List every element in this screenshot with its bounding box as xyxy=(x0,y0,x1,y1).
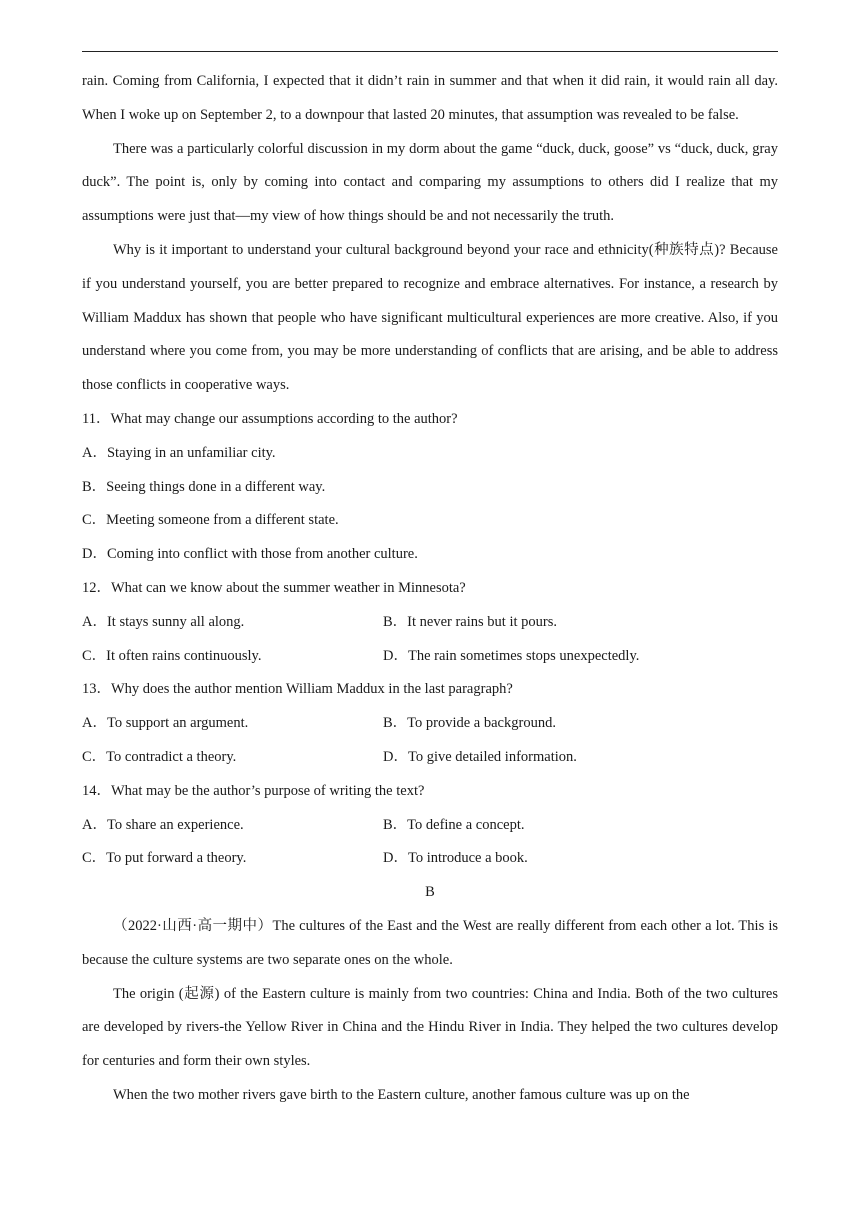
header-rule xyxy=(82,51,778,52)
passage-paragraph: rain. Coming from California, I expected that it didn’t rain in summer and that when it did rain, it would rain all day. When I woke up on September 2, to a downpour that lasted 20 minutes, that assumption was revealed to be false. xyxy=(82,73,778,123)
option-row xyxy=(82,707,778,741)
question-stem: 11．What may change our assumptions according to the author? xyxy=(82,410,458,427)
option-d: D．The rain sometimes stops unexpectedly. xyxy=(383,647,640,664)
option-b: B．Seeing things done in a different way. xyxy=(82,478,326,495)
option-row xyxy=(82,640,778,674)
option-a: A．To share an experience. xyxy=(82,816,244,833)
passage-paragraph: When the two mother rivers gave birth to the Eastern culture, another famous culture was up on the xyxy=(113,1086,690,1103)
question-stem: 14．What may be the author’s purpose of writing the text? xyxy=(82,782,425,799)
option-b: B．To define a concept. xyxy=(383,816,525,833)
passage-paragraph: The origin (起源) of the Eastern culture is mainly from two countries: China and India. Both of the two cultures are developed by rivers-the Yellow River in China and the Hindu River in India. They helped the two cultures develop for centuries and form their own styles. xyxy=(82,985,778,1070)
question-stem: 13．Why does the author mention William Maddux in the last paragraph? xyxy=(82,681,513,698)
section-heading: B xyxy=(425,884,435,901)
option-row xyxy=(82,606,778,640)
question-12 xyxy=(82,572,778,673)
option-a: A．To support an argument. xyxy=(82,715,249,732)
option-row xyxy=(82,809,778,843)
question-11 xyxy=(82,403,778,572)
option-c: C．Meeting someone from a different state. xyxy=(82,512,339,529)
option-a: A．Staying in an unfamiliar city. xyxy=(82,444,276,461)
option-b: B．To provide a background. xyxy=(383,715,556,732)
option-a: A．It stays sunny all along. xyxy=(82,613,245,630)
option-d: D．To give detailed information. xyxy=(383,748,577,765)
page-content xyxy=(82,65,778,1113)
question-stem: 12．What can we know about the summer weather in Minnesota? xyxy=(82,579,466,596)
option-row xyxy=(82,741,778,775)
passage-paragraph: Why is it important to understand your cultural background beyond your race and ethnicity(种族特点)? Because if you understand yourself, you are better prepared to recognize and embrace alternatives. For instance, a research by William Maddux has shown that people who have significant multicultural experiences are more creative. Also, if you understand where you come from, you may be more understanding of conflicts that are arising, and be able to address those conflicts in cooperative ways. xyxy=(82,241,778,394)
option-row xyxy=(82,842,778,876)
option-c: C．To put forward a theory. xyxy=(82,850,247,867)
option-d: D．To introduce a book. xyxy=(383,850,528,867)
option-b: B．It never rains but it pours. xyxy=(383,613,557,630)
passage-paragraph: （2022·山西·高一期中）The cultures of the East and the West are really different from each other a lot. This is because the culture systems are two separate ones on the whole. xyxy=(82,917,778,968)
question-13 xyxy=(82,673,778,774)
question-14 xyxy=(82,775,778,876)
option-c: C．It often rains continuously. xyxy=(82,647,262,664)
option-d: D．Coming into conflict with those from another culture. xyxy=(82,546,418,563)
passage-paragraph: There was a particularly colorful discussion in my dorm about the game “duck, duck, goose” vs “duck, duck, gray duck”. The point is, only by coming into contact and comparing my assumptions to others did I realize that my assumptions were just that—my view of how things should be and not necessarily the truth. xyxy=(82,140,778,225)
option-c: C．To contradict a theory. xyxy=(82,748,237,765)
